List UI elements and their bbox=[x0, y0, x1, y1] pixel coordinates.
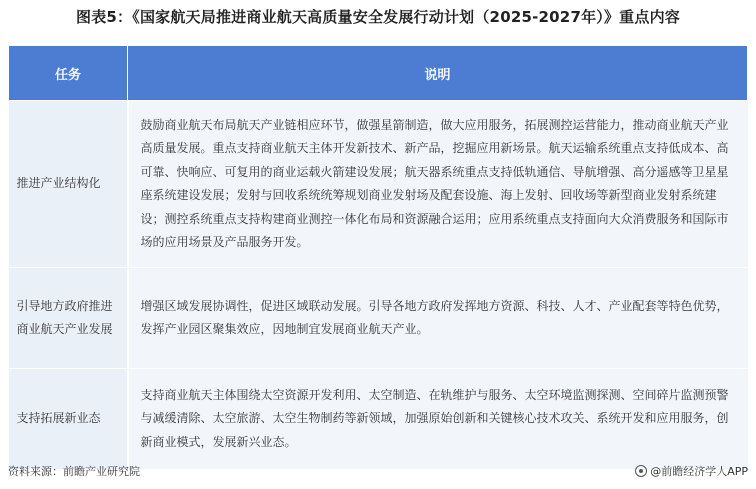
chart-title: 图表5：《国家航天局推进商业航天高质量安全发展行动计划（2025-2027年）》重点内容 bbox=[76, 8, 680, 26]
table-row bbox=[9, 369, 748, 470]
task-cell: 推进产业结构化 bbox=[9, 101, 128, 268]
header-task: 任务 bbox=[9, 46, 128, 101]
source-note: 资料来源：前瞻产业研究院 bbox=[8, 465, 140, 478]
table-row bbox=[9, 268, 748, 369]
description-cell: 鼓励商业航天布局航天产业链相应环节，做强星箭制造，做大应用服务，拓展测控运营能力，推动商业航天产业高质量发展。重点支持商业航天主体开发新技术、新产品，挖掘应用新场景。航天运输系统重点支持低成本、高可靠、快响应、可复用的商业运载火箭建设发展；航天器系统重点支持低轨通信、导航增强、高分遥感等卫星星座系统建设发展；发射与回收系统统筹规划商业发射场及配套设施、海上发射、回收场等新型商业发射系统建设；测控系统重点支持构建商业测控一体化布局和资源融合运用；应用系统重点支持面向大众消费服务和国际市场的应用场景及产品服务开发。 bbox=[128, 101, 748, 268]
description-cell: 增强区域发展协调性，促进区域联动发展。引导各地方政府发挥地方资源、科技、人才、产业配套等特色优势，发挥产业园区聚集效应，因地制宜发展商业航天产业。 bbox=[128, 268, 748, 369]
brand-logo-icon bbox=[635, 465, 647, 477]
description-cell: 支持商业航天主体围绕太空资源开发利用、太空制造、在轨维护与服务、太空环境监测探测、空间碎片监测预警与减缓清除、太空旅游、太空生物制药等新领域，加强原始创新和关键核心技术攻关、系统开发和应用服务，创新商业模式，发展新兴业态。 bbox=[128, 369, 748, 470]
brand-credit bbox=[635, 463, 748, 479]
header-row bbox=[9, 46, 748, 101]
header-description: 说明 bbox=[128, 46, 748, 101]
task-cell: 支持拓展新业态 bbox=[9, 369, 128, 470]
brand-label: @前瞻经济学人APP bbox=[650, 465, 748, 478]
content-table bbox=[8, 45, 748, 470]
table-row bbox=[9, 101, 748, 268]
task-cell: 引导地方政府推进商业航天产业发展 bbox=[9, 268, 128, 369]
